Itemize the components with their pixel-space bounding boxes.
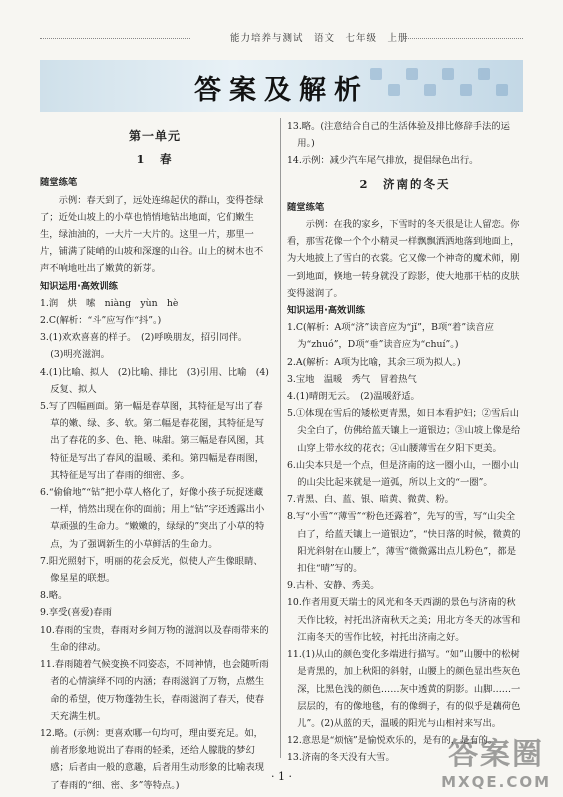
answer-item: 6.“偷偷地”“钻”把小草人格化了，好像小孩子玩捉迷藏一样，悄然出现在你的面前；用上“钻”字还透露出小草顽强的生命力。“嫩嫩的，绿绿的”突出了小草的特点，为了强调新生的小草鲜活的生命力。 (40, 487, 265, 550)
left-column (40, 118, 270, 794)
watermark-line2: MXQE.COM (441, 773, 551, 791)
answer-item: 2.A(解析：A项为比喻，其余三项为拟人。) (287, 356, 461, 368)
answer-item: 8.写“小雪”“薄雪”“粉色还露着”，先写的雪，写“山尖全白了，给蓝天镶上一道银边”，“快日落的时候，微黄的阳光斜射在山腰上”，薄雪“微微露出点儿粉色”，都是扣住“晴”写的。 (287, 511, 521, 575)
answer-item: 8.略。 (40, 590, 68, 602)
page-title: 答案及解析 (194, 75, 369, 106)
answer-item: 11.春雨随着气候变换不同姿态，不同神情，也会随听雨者的心情演绎不同的内涵；春雨滋润了万物，点燃生命的希望，使万物蓬勃生长，春雨滋润了春天，使春天充满生机。 (40, 659, 269, 722)
answer-item: 6.山尖本只是一个点，但是济南的这一圈小山，一圈小山的山尖比起来就是一道弧，所以上文的“一圈”。 (287, 459, 519, 489)
section-heading: 知识运用·高效训练 (40, 280, 118, 292)
answer-item: 4.(1)晴朗无云。 (2)温暖舒适。 (287, 391, 420, 403)
answer-item: 5.写了四幅画面。第一幅是春草图，其特征是写出了春草的嫩、绿、多、软。第二幅是春花图，其特征是写出了春花的多、色、艳、味甜。第三幅是春风图，其特征是写出了春风的温暖、柔和。第四幅是春雨图，其特征是写出了春雨的细密、多。 (40, 401, 265, 481)
lesson-title: 1 春 (136, 152, 174, 167)
answer-item: 14.示例：减少汽车尾气排放，提倡绿色出行。 (287, 155, 479, 167)
column-divider (280, 118, 281, 758)
header-rule-left (40, 38, 190, 39)
answer-item: 13.济南的冬天没有大雪。 (287, 752, 395, 764)
answer-item: 7.阳光照射下，明丽的花会反光，似使人产生像眼睛、像星星的联想。 (40, 555, 263, 585)
section-heading: 随堂练笔 (40, 177, 78, 189)
answer-item: 1.润 烘 嗦 niàng yùn hè (40, 297, 179, 309)
answer-item: (3)明亮滋润。 (50, 349, 110, 361)
watermark-logo (441, 729, 551, 791)
title-banner (40, 60, 523, 112)
answer-item: 4.(1)比喻、拟人 (2)比喻、排比 (3)引用、比喻 (4)反复、拟人 (40, 366, 269, 395)
answer-item: 13.略。(注意结合自己的生活体验及排比修辞手法的运用。) (287, 121, 510, 150)
answer-item: 9.享受(喜爱)春雨 (40, 607, 112, 619)
page-number: · 1 · (271, 770, 292, 783)
answer-paragraph: 示例：在我的家乡，下雪时的冬天很是让人留恋。你看，那雪花像一个个小精灵一样飘飘洒洒地落到地面上，为大地披上了雪白的衣裳。它又像一个神奇的魔术师，刚一到地面，倏地一转身就没了踪影，使大地那干枯的皮肤变得滋润了。 (287, 219, 520, 299)
watermark-line1: 答案圈 (448, 737, 545, 772)
unit-title: 第一单元 (128, 129, 181, 143)
answer-item: 12.意思是“烦恼”是愉悦欢乐的，是有的，是有的。 (287, 735, 498, 747)
answer-item: 11.(1)从山的颜色变化多端进行描写。“如”山腰中的松树是青黑的，加上秋阳的斜射，山腰上的颜色显出些灰色深，比黑色浅的颜色……灰中透黄的阴影。山脚……一层层的，有的像地毯，有的像绸子，有的似乎是藕荷色儿”。(2)从蓝的天，温暖的阳光与山相衬来写出。 (287, 649, 521, 729)
answer-item: 10.作者用夏天瑞士的风光和冬天西湖的景色与济南的秋天作比较，衬托出济南秋天之美；用北方冬天的冰雪和江南冬天的雪作比较，衬托出济南之好。 (287, 597, 521, 643)
section-heading: 知识运用·高效训练 (287, 305, 365, 317)
answer-item: 2.C(解析：“斗”应写作“抖”。) (40, 315, 162, 327)
header-rule-right (403, 38, 523, 39)
section-heading: 随堂练笔 (287, 201, 325, 213)
answer-item: 12.略。(示例：更喜欢哪一句均可，理由要充足。如，前者形象地说出了春雨的轻柔，还给人朦胧的梦幻感；后者由一般的意趣，后者用生动形象的比喻表现了春雨的“细、密、多”等特点。) (40, 727, 265, 791)
answer-paragraph: 示例：春天到了，远处连绵起伏的群山，变得苍绿了；近处山坡上的小草也悄悄地钻出地面，它们嫩生生，绿油油的，一大片一大片的。这里一片，那里一片，铺满了陡峭的山坡和深邃的山谷。山上的树木也不声不响地吐出了嫩黄的新芽。 (40, 194, 264, 275)
answer-item: 9.古朴、安静、秀美。 (287, 580, 380, 592)
answer-item: 3.宝地 温暖 秀气 冒着热气 (287, 373, 417, 385)
lesson-title: 2 济南的冬天 (359, 176, 451, 191)
answer-item: 7.青黑、白、蓝、银、暗黄、微黄、粉。 (287, 494, 454, 506)
answer-item: 5.①体现在雪后的矮松更青黑，如日本看护妇；②雪后山尖全白了，仿佛给蓝天镶上一道银边；③山坡上像是给山穿上带水纹的花衣；④山腰薄雪在夕阳下更美。 (287, 408, 521, 454)
header-text: 能力培养与测试 语文 七年级 上册 (230, 33, 409, 44)
answer-item: 10.春雨的宝贵，春雨对乡间万物的滋润以及春雨带来的生命的律动。 (40, 624, 269, 653)
right-column (287, 118, 523, 767)
running-header (40, 30, 523, 48)
answer-item: 3.(1)欢欢喜喜的样子。 (2)呼唤朋友，招引同伴。 (40, 332, 248, 344)
answer-item: 1.C(解析：A项“济”读音应为“jǐ”，B项“着”读音应为“zhuó”，D项“垂”读音应为“chuí”。) (287, 322, 494, 351)
